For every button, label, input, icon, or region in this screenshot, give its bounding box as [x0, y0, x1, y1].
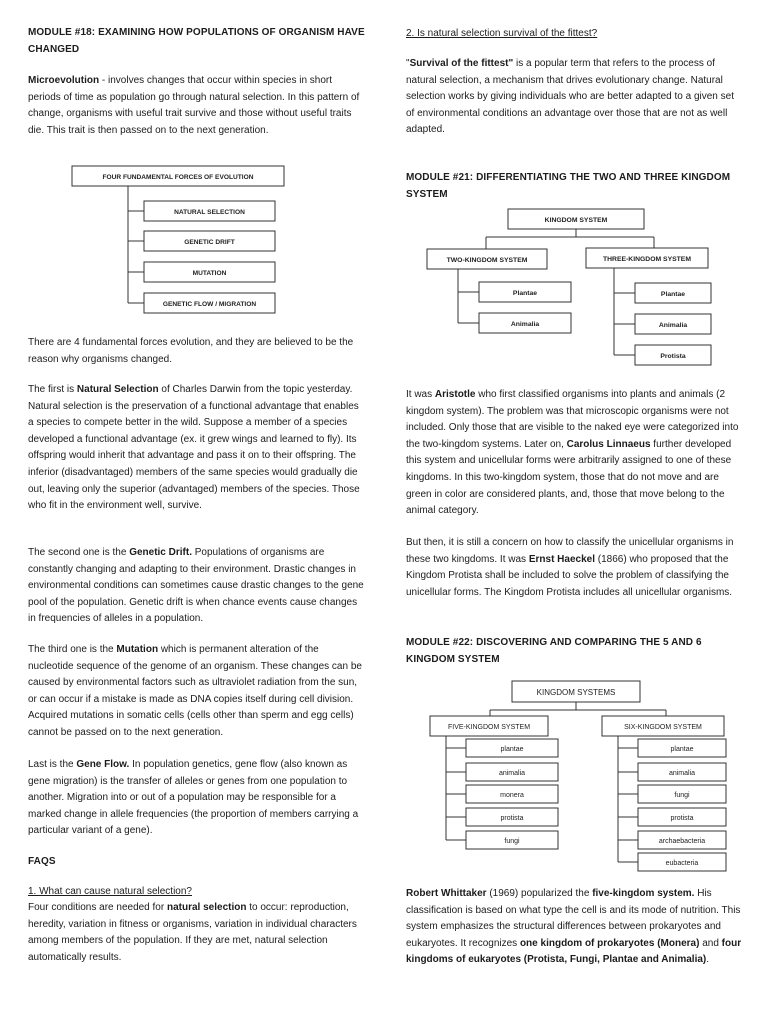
faq-question-2: 2. Is natural selection survival of the fittest? [406, 28, 598, 39]
aristotle-name: Aristotle [434, 389, 476, 400]
p4-body: In population genetics, gene flow (also known as gene migration) is the transfer of alleles or genes from one population to another. Migration into or out of a population may be responsible for a marked change in allele frequencies (the proportion of members carrying a particular variant of a gene). [28, 759, 359, 837]
six-kingdom-protista: protista [670, 815, 694, 822]
five-six-kingdom-diagram [420, 678, 740, 874]
gene-flow-paragraph [28, 757, 366, 840]
five-kingdom-term: five-kingdom system. [592, 888, 695, 899]
eukaryote-kingdoms-term: four kingdoms of eukaryotes (Protista, Fungi, Plantae and Animalia) [406, 937, 742, 966]
p1-body: of Charles Darwin from the topic yesterday. Natural selection is the preservation of a functional advantage that enables a species to compete better in the wild. Suppose a member of a species developed a functional advantage (ex. it grew wings and learned to fly). Its offspring would inherit that advantage and pass it on to their offspring. The inferior (disadvantaged) members of the same species would gradually die out, leaving only the superior (advantaged) members of the species. Those who fit in the environment well, survive. [28, 384, 360, 512]
a2-body: is a popular term that refers to the process of natural selection, a mechanism that drives evolutionary change. Natural selection works by giving individuals who are better adapted to a given set of environmental conditions an advantage over those that are not as well adapted. [406, 58, 734, 136]
forces-root-label: FOUR FUNDAMENTAL FORCES OF EVOLUTION [102, 174, 254, 181]
three-kingdom-protista: Protista [660, 353, 686, 360]
p3-term: Mutation [116, 644, 159, 655]
p2-body: Populations of organisms are constantly changing and adapting to their environment. Drastic changes in environmental conditions can sometimes cause drastic changes to the gene pool of the population. Genetic drift is when chance events cause changes in frequencies of alleles in a population. [28, 547, 364, 625]
module-18-title: MODULE #18: EXAMINING HOW POPULATIONS OF ORGANISM HAVE CHANGED [28, 27, 365, 55]
five-kingdom-plantae: plantae [500, 746, 524, 753]
p4-term: Gene Flow. [76, 759, 130, 770]
six-kingdom-fungi: fungi [674, 792, 690, 799]
six-kingdom-eubacteria: eubacteria [665, 860, 699, 867]
force-mutation: MUTATION [192, 270, 227, 277]
forces-of-evolution-diagram [64, 158, 294, 320]
haeckel-lead: But then, it is still a concern on how to classify the unicellular organisms in these two kingdoms. It was [406, 537, 734, 565]
natural-selection-paragraph [28, 382, 366, 515]
a1-body: to occur: reproduction, heredity, variation in fitness or organisms, variation in individual characters among members of the population. If they are met, natural selection automatically results. [28, 902, 357, 963]
p1-term: Natural Selection [76, 384, 159, 395]
force-genetic-drift: GENETIC DRIFT [184, 239, 235, 246]
a2-term: Survival of the fittest" [409, 58, 514, 69]
two-kingdom-plantae: Plantae [512, 290, 538, 297]
five-kingdom-animalia: animalia [498, 770, 526, 777]
whittaker-paragraph [406, 886, 742, 969]
three-kingdom-animalia: Animalia [658, 322, 688, 329]
aristotle-lead: It was [406, 389, 435, 400]
force-natural-selection: NATURAL SELECTION [174, 209, 245, 216]
six-kingdom-plantae: plantae [670, 746, 694, 753]
a1-lead: Four conditions are needed for [28, 902, 167, 913]
haeckel-paragraph [406, 535, 742, 601]
p4-lead: Last is the [28, 759, 77, 770]
forces-intro-paragraph: There are 4 fundamental forces evolution, and they are believed to be the reason why organisms changed. [28, 337, 354, 365]
haeckel-name: Ernst Haeckel [528, 553, 595, 565]
five-kingdom-protista: protista [500, 815, 524, 822]
aristotle-paragraph [406, 387, 742, 520]
module-21-title: MODULE #21: DIFFERENTIATING THE TWO AND THREE KINGDOM SYSTEM [406, 172, 731, 200]
whittaker-period: . [706, 954, 710, 966]
linnaeus-name: Carolus Linnaeus [566, 438, 651, 450]
whittaker-lead: (1969) popularized the [486, 888, 593, 899]
aristotle-tail: further developed this system and unicellular forms were arbitrarily assigned to one of these kingdoms. In this two-kingdom system, those that do not move and are green in color are considered plants, and, those that move belong to the animal category. [406, 438, 732, 517]
faqs-heading: FAQS [28, 856, 56, 867]
faq-answer-1 [28, 900, 366, 966]
microevolution-paragraph [28, 73, 366, 139]
genetic-drift-paragraph [28, 545, 366, 628]
kingdom-system-diagram [422, 206, 726, 372]
aristotle-body: who first classified organisms into plants and animals (2 kingdom system). The problem was that microscopic organisms were not included. Only those that are visible to the naked eye were categorized into the two-kingdom systems. Later on, [406, 389, 739, 450]
p2-term: Genetic Drift. [129, 547, 192, 558]
five-kingdom-fungi: fungi [504, 838, 520, 845]
a2-quote: " [406, 58, 410, 69]
microevolution-term: Microevolution [28, 75, 100, 86]
three-kingdom-label: THREE-KINGDOM SYSTEM [603, 256, 691, 263]
microevolution-text: - involves changes that occur within species in short periods of time as population go through natural selection. In this pattern of change, organisms with useful trait survive and those without useful traits die. This trait is then passed on to the next generation. [28, 75, 360, 136]
p3-lead: The third one is the [28, 644, 117, 655]
five-kingdom-monera: monera [500, 792, 524, 799]
p2-lead: The second one is the [28, 547, 130, 558]
kingdom-root-label: KINGDOM SYSTEM [544, 217, 608, 224]
six-kingdom-label: SIX-KINGDOM SYSTEM [624, 724, 702, 731]
haeckel-body: (1866) who proposed that the Kingdom Protista shall be included to solve the problem of classifying the unicellular forms. The Kingdom Protista includes all unicellular organisms. [406, 553, 733, 598]
mutation-paragraph [28, 642, 366, 742]
prokaryote-kingdom-term: one kingdom of prokaryotes (Monera) [519, 937, 700, 949]
three-kingdom-plantae: Plantae [660, 291, 686, 298]
p1-lead: The first is [28, 384, 77, 395]
whittaker-and: and [699, 937, 722, 949]
a1-term: natural selection [166, 902, 247, 913]
six-kingdom-animalia: animalia [668, 770, 696, 777]
six-kingdom-archaebacteria: archaebacteria [658, 838, 706, 845]
faq-question-1: 1. What can cause natural selection? [28, 886, 192, 897]
kingdoms-root-label: KINGDOM SYSTEMS [536, 688, 616, 697]
force-genetic-flow: GENETIC FLOW / MIGRATION [162, 301, 257, 308]
p3-body: which is permanent alteration of the nucleotide sequence of the genome of an organism. These changes can be caused by environmental factors such as ultraviolet radiation from the sun, or can occur if a mistake is made as DNA copies itself during cell division. Acquired mutations in somatic cells (cells other than sperm and egg cells) cannot be passed on to the next generation. [28, 644, 362, 738]
whittaker-name: Robert Whittaker [406, 888, 487, 899]
two-kingdom-animalia: Animalia [510, 321, 540, 328]
module-22-title: MODULE #22: DISCOVERING AND COMPARING THE 5 AND 6 KINGDOM SYSTEM [406, 637, 702, 665]
two-kingdom-label: TWO-KINGDOM SYSTEM [446, 257, 528, 264]
five-kingdom-label: FIVE-KINGDOM SYSTEM [447, 724, 531, 731]
faq-answer-2 [406, 56, 742, 139]
whittaker-body: His classification is based on what type the cell is and its mode of nutrition. This system emphasizes the structural differences between prokaryotes and eukaryotes. It recognizes [406, 888, 741, 949]
